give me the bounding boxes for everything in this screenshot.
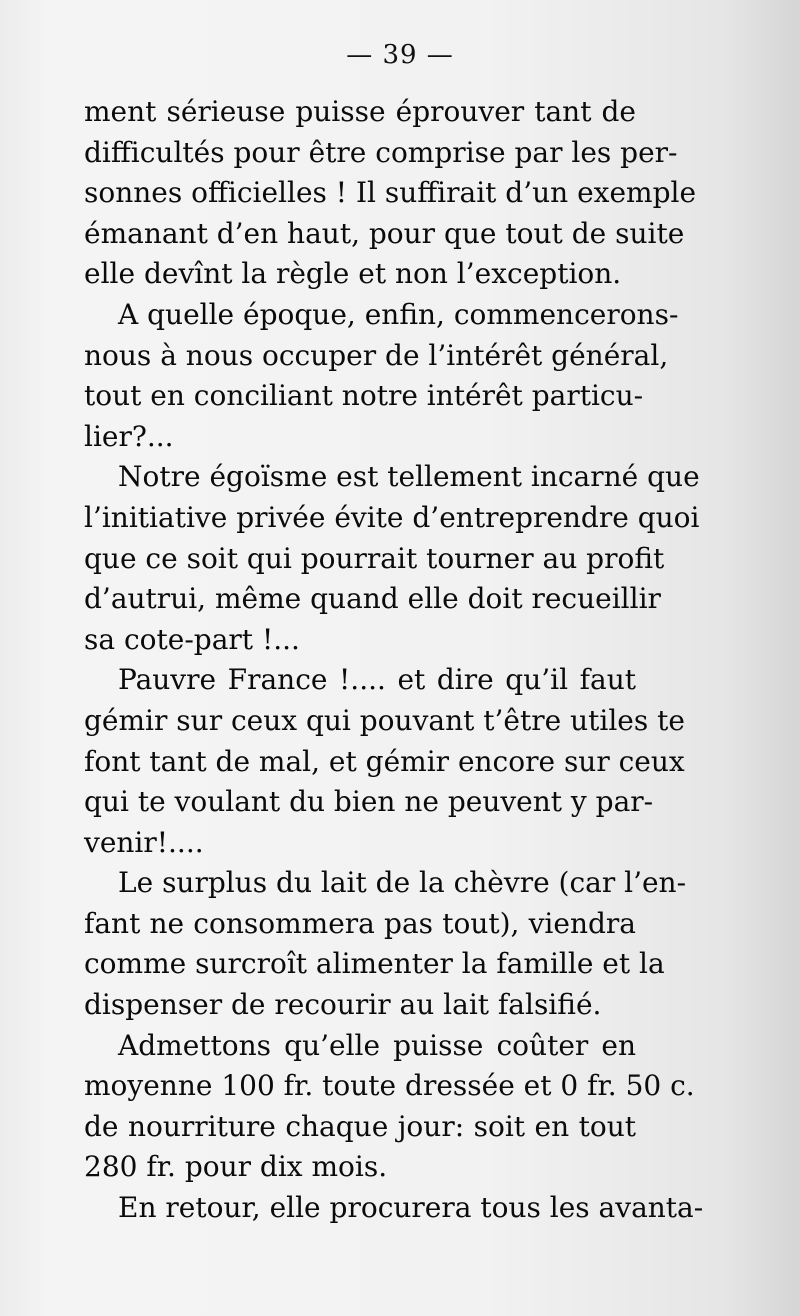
text-line: gémir sur ceux qui pouvant t’être utiles te — [84, 703, 685, 737]
text-line: fant ne consommera pas tout), viendra — [84, 906, 636, 940]
body-text — [84, 92, 704, 1229]
text-line: font tant de mal, et gémir encore sur ceux — [84, 744, 685, 778]
text-line: Admettons qu’elle puisse coûter en — [118, 1028, 636, 1062]
text-line: nous à nous occuper de l’intérêt général, — [84, 338, 669, 372]
page-number: — 39 — — [346, 40, 454, 70]
text-line: tout en conciliant notre intérêt particu- — [84, 379, 644, 413]
text-line: dispenser de recourir au lait falsifié. — [84, 988, 602, 1022]
text-line: En retour, elle procurera tous les avanta- — [118, 1191, 704, 1225]
text-line: Notre égoïsme est tellement incarné que — [118, 460, 700, 494]
text-line: 280 fr. pour dix mois. — [84, 1150, 388, 1184]
text-line: elle devînt la règle et non l’exception. — [84, 257, 622, 291]
text-line: venir!.... — [84, 825, 204, 859]
text-line: que ce soit qui pourrait tourner au profit — [84, 541, 665, 575]
text-line: de nourriture chaque jour: soit en tout — [84, 1109, 636, 1143]
text-line: d’autrui, même quand elle doit recueillir — [84, 582, 661, 616]
text-line: difficultés pour être comprise par les per- — [84, 135, 678, 169]
text-line: qui te voulant du bien ne peuvent y par- — [84, 785, 654, 819]
text-line: lier?... — [84, 419, 174, 453]
text-line: moyenne 100 fr. toute dressée et 0 fr. 50 c. — [84, 1069, 695, 1103]
text-line: comme surcroît alimenter la famille et la — [84, 947, 665, 981]
text-line: émanant d’en haut, pour que tout de suite — [84, 216, 685, 250]
text-line: A quelle époque, enfin, commencerons- — [118, 297, 679, 331]
text-line: sa cote-part !... — [84, 622, 300, 656]
text-line: Pauvre France !.... et dire qu’il faut — [118, 663, 636, 697]
text-line: Le surplus du lait de la chèvre (car l’en- — [118, 866, 687, 900]
text-line: l’initiative privée évite d’entreprendre quoi — [84, 500, 700, 534]
text-line: ment sérieuse puisse éprouver tant de — [84, 95, 636, 128]
text-line: sonnes officielles ! Il suffirait d’un exemple — [84, 176, 697, 210]
